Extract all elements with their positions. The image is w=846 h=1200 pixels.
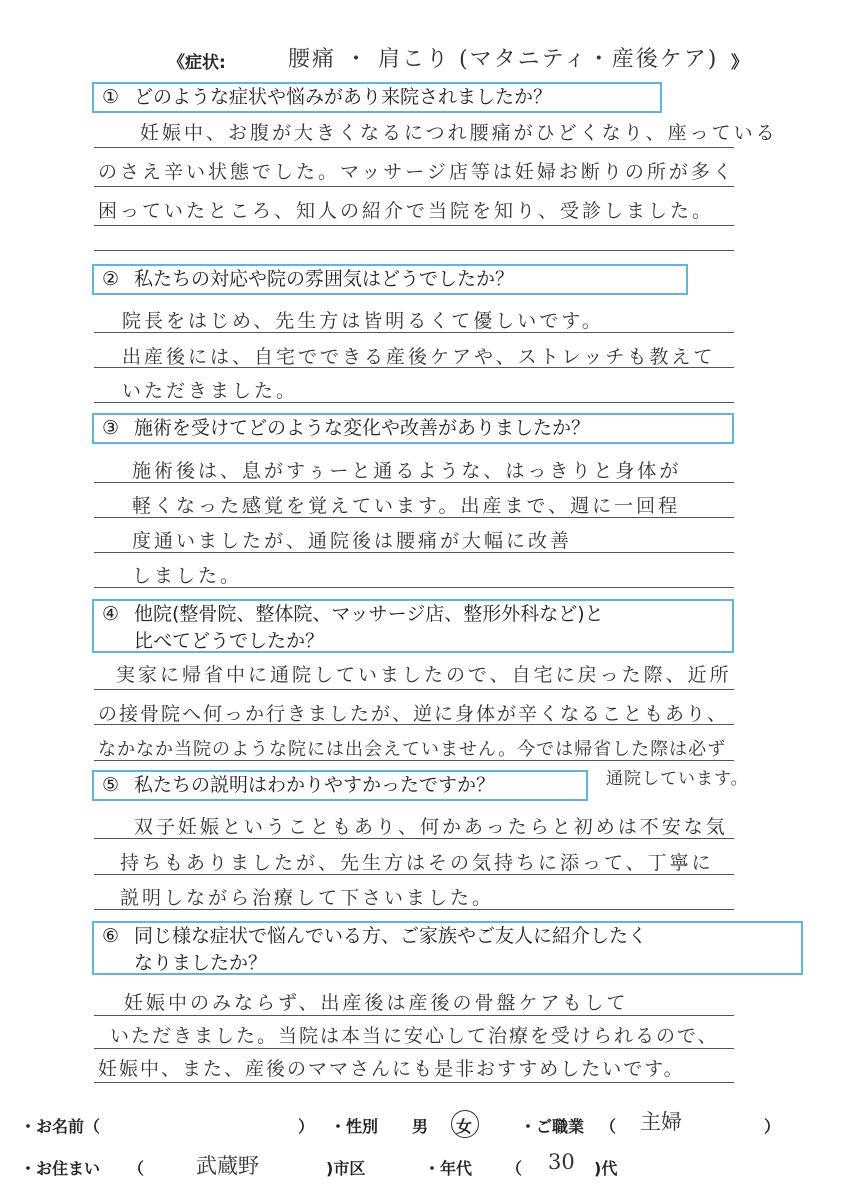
question-number: ④: [102, 603, 120, 625]
rule: [94, 225, 734, 226]
answer-3-line-1: 施術後は、息がすぅーと通るような、はっきりと身体が: [132, 460, 682, 482]
question-text: 私たちの対応や院の雰囲気はどうでしたか？: [134, 268, 515, 290]
age-open: （: [506, 1159, 523, 1178]
rule: [94, 838, 734, 839]
answer-6-line-1: 妊娠中のみならず、出産後は産後の骨盤ケアもして: [124, 992, 629, 1014]
answer-3-line-4: しました。: [132, 565, 243, 587]
age-value: 30: [548, 1150, 575, 1174]
question-text: 私たちの説明はわかりやすかったですか？: [134, 774, 496, 796]
question-number: ①: [102, 86, 120, 108]
rule: [94, 760, 734, 761]
address-open: （: [128, 1159, 145, 1178]
rule: [94, 587, 734, 588]
address-value: 武蔵野: [196, 1154, 259, 1178]
answer-1-line-1: 妊娠中、お腹が大きくなるにつれ腰痛がひどくなり、座っている: [140, 122, 778, 144]
question-text: どのような症状や悩みがあり来院されましたか？: [134, 86, 553, 108]
question-1: [92, 82, 662, 113]
answer-2-line-3: いただきました。: [122, 380, 299, 402]
question-text-continued: なりましたか？: [134, 952, 268, 974]
rule: [94, 482, 734, 483]
rule: [94, 724, 734, 725]
rule: [94, 1082, 734, 1083]
question-text: 施術を受けてどのような変化や改善がありましたか？: [134, 417, 591, 439]
answer-4-line-1: 実家に帰省中に通院していましたので、自宅に戻った際、近所: [116, 664, 732, 686]
symptom-handwritten: 腰痛 ・ 肩こり (マタニティ・産後ケア): [288, 47, 719, 72]
gender-female: 女: [456, 1117, 473, 1136]
age-label: ・年代: [424, 1159, 473, 1178]
answer-5-line-1: 双子妊娠ということもあり、何かあったらと初めは不安な気: [134, 816, 728, 838]
answer-3-line-2: 軽くなった感覚を覚えています。出産まで、週に一回程: [132, 495, 681, 517]
document-header: [168, 44, 748, 80]
question-text-continued: 比べてどうでしたか？: [134, 630, 325, 652]
name-label: ・お名前（: [20, 1117, 101, 1136]
question-number: ③: [102, 417, 120, 439]
answer-6-line-3: 妊娠中、また、産後のママさんにも是非おすすめしたいです。: [98, 1058, 685, 1080]
answer-4-line-2: の接骨院へ何っか行きましたが、逆に身体が辛くなることもあり、: [98, 703, 729, 725]
rule: [94, 874, 734, 875]
job-value: 主婦: [640, 1110, 682, 1134]
rule: [94, 1048, 734, 1049]
rule: [94, 367, 734, 368]
rule: [94, 1015, 734, 1016]
job-label: ・ご職業: [520, 1117, 585, 1136]
question-6: [92, 921, 803, 975]
address-close: )市区: [326, 1159, 366, 1178]
answer-4-line-3: なかなか当院のような院には出会えていません。今では帰省した際は必ず: [98, 739, 727, 760]
rule: [94, 186, 734, 187]
question-number: ⑤: [102, 774, 120, 796]
answer-5-line-2: 持ちもありましたが、先生方はその気持ちに添って、丁寧に: [120, 852, 714, 874]
age-close: )代: [594, 1159, 618, 1178]
rule: [94, 517, 734, 518]
answer-4-line-4: 通院しています。: [606, 769, 749, 789]
question-3: [92, 413, 734, 444]
rule: [94, 332, 734, 333]
answer-2-line-2: 出産後には、自宅でできる産後ケアや、ストレッチも教えて: [122, 346, 716, 368]
question-4: [92, 599, 734, 653]
question-5: [92, 770, 588, 801]
job-open: （: [600, 1117, 617, 1136]
rule: [94, 250, 734, 251]
rule: [94, 909, 734, 910]
answer-1-line-2: のさえ辛い状態でした。マッサージ店等は妊婦お断りの所が多く: [98, 161, 735, 183]
rule: [94, 552, 734, 553]
answer-3-line-3: 度通いましたが、通院後は腰痛が大幅に改善: [132, 530, 573, 552]
symptom-label: 《症状:: [168, 53, 226, 73]
answer-5-line-3: 説明しながら治療して下さいました。: [120, 887, 495, 909]
name-close: ）: [298, 1117, 315, 1136]
question-text: 同じ様な症状で悩んでいる方、ご家族やご友人に紹介したく: [134, 925, 648, 947]
address-label: ・お住まい: [20, 1159, 101, 1178]
answer-2-line-1: 院長をはじめ、先生方は皆明るくて優しいです。: [122, 310, 604, 332]
gender-label: ・性別: [330, 1117, 379, 1136]
rule: [94, 689, 734, 690]
answer-6-line-2: いただきました。当院は本当に安心して治療を受けられるので、: [110, 1025, 719, 1047]
question-2: [92, 264, 688, 295]
rule: [94, 402, 734, 403]
job-close: ）: [764, 1117, 781, 1136]
gender-male: 男: [412, 1117, 429, 1136]
rule: [94, 147, 734, 148]
answer-1-line-3: 困っていたところ、知人の紹介で当院を知り、受診しました。: [98, 200, 715, 222]
question-text: 他院(整骨院、整体院、マッサージ店、整形外科など)と: [134, 603, 604, 625]
question-number: ⑥: [102, 925, 120, 947]
question-number: ②: [102, 268, 120, 290]
symptom-close: 》: [731, 53, 748, 73]
